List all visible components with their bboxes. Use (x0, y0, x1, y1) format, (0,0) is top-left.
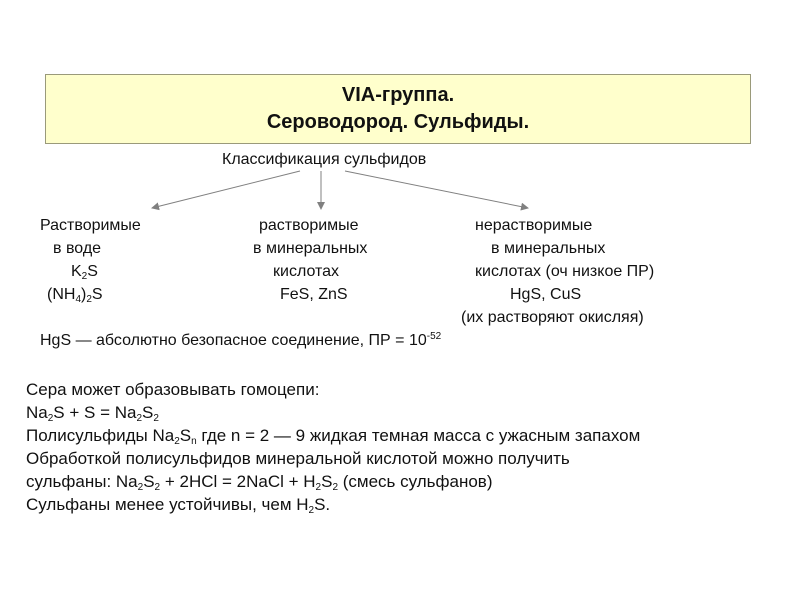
col2-line4: FeS, ZnS (280, 286, 348, 303)
body-line-1: Сера может образовывать гомоцепи: (26, 380, 320, 399)
title-line-1: VIA-группа. (341, 84, 455, 106)
col2-line3: кислотах (273, 263, 340, 280)
col3-line5: (их растворяют окисляя) (461, 309, 644, 326)
arrow-left (152, 171, 300, 208)
classification-heading: Классификация сульфидов (222, 151, 427, 168)
col1-line1: Растворимые (40, 217, 141, 234)
col1-nh4-2s: $(NH_4)_2S$ (47, 286, 103, 305)
hgs-note: HgS — абсолютно безопасное соединение, ПР = $10^{-52}$ (40, 331, 442, 349)
col1-line2: в воде (53, 240, 102, 257)
col2-line1: растворимые (259, 217, 359, 234)
body-line-6: Сульфаны менее устойчивы, чем $H_2S$. (26, 495, 331, 516)
col3-line2: в минеральных (491, 240, 606, 257)
col3-line3: кислотах (оч низкое ПР) (475, 263, 655, 280)
title-line-2: Сероводород. Сульфиды. (266, 111, 530, 133)
body-line-5: сульфаны: $Na_2S_2 + 2HCl$ = 2NaCl + $H_2S_2$ (смесь сульфанов) (26, 472, 493, 493)
col1-k2s: $K_2S$ (71, 263, 98, 282)
col3-line1: нерастворимые (475, 217, 593, 234)
col3-line4: HgS, CuS (510, 286, 582, 303)
col2-line2: в минеральных (253, 240, 368, 257)
body-line-4: Обработкой полисульфидов минеральной кислотой можно получить (26, 449, 570, 468)
body-line-3: Полисульфиды $Na_2S_n$ где n = 2 — 9 жидкая темная масса с ужасным запахом (26, 426, 641, 447)
arrow-right (345, 171, 528, 208)
body-line-2: $Na_2S + S = Na_2S_2$ (26, 403, 159, 424)
